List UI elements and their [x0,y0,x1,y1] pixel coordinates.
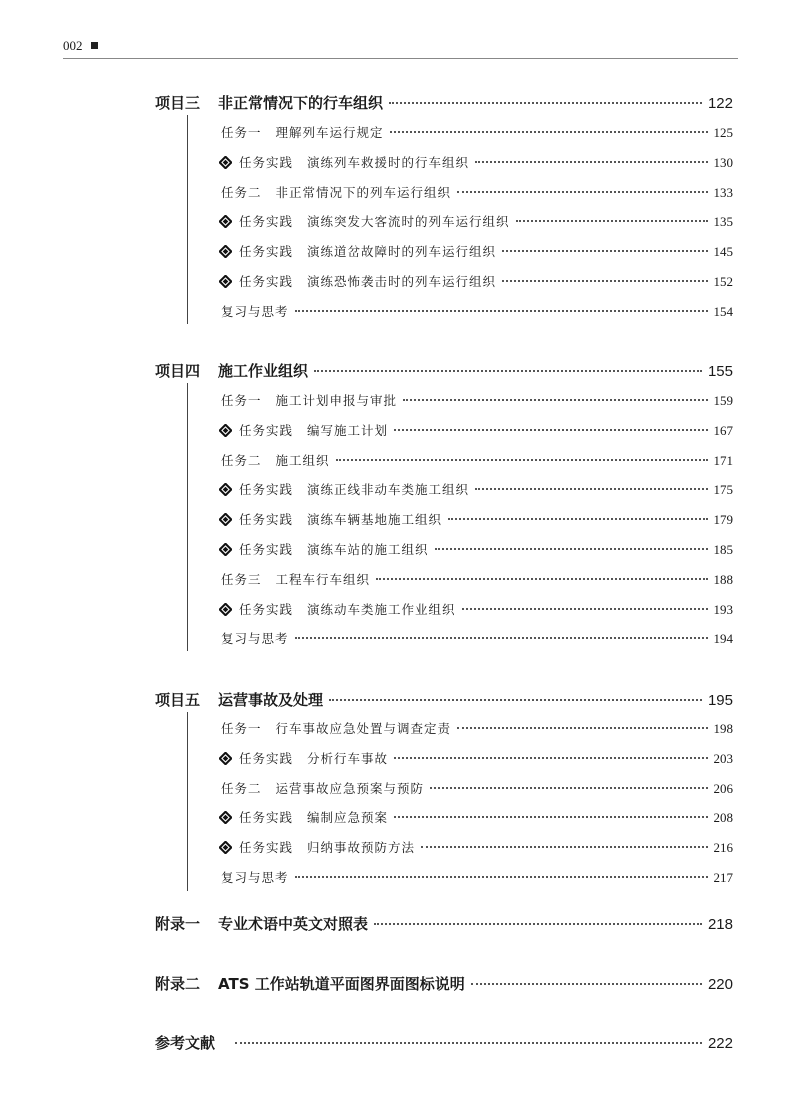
dot-leader [502,250,707,252]
toc-entry-practice[interactable] [219,540,733,558]
toc-entry-practice[interactable] [219,480,733,498]
dot-leader [336,459,708,461]
project-label: 项目三 [155,94,201,112]
entry-label: 任务实践 [239,422,294,438]
header-rule [63,58,738,59]
dot-leader [448,518,707,520]
entry-label: 任务实践 [239,274,294,289]
dot-leader [235,1042,702,1044]
page-number: 208 [713,810,733,826]
entry-title: 复习与思考 [221,631,289,647]
diamond-bullet-icon [219,543,232,556]
entry-label: 任务二 [221,452,262,468]
entry-title: 归纳事故预防方法 [307,840,416,856]
entry-label: 任务一 [221,393,262,408]
page-number: 133 [713,184,733,200]
toc-entry-review[interactable] [221,302,733,320]
toc-entry-references[interactable] [155,1032,733,1053]
toc-entry-practice[interactable] [219,808,733,826]
dot-leader [394,757,707,759]
entry-label: 任务实践 [239,810,294,826]
entry-title: 演练列车救援时的行车组织 [307,154,470,170]
page-number: 222 [707,1035,733,1052]
page-number: 195 [707,692,733,709]
project-title: 非正常情况下的行车组织 [218,94,384,112]
toc-entry-project-five[interactable] [155,689,733,710]
page-number: 179 [713,512,733,528]
entry-label: 任务实践 [239,512,294,528]
section-vertical-line [187,712,188,891]
diamond-bullet-icon [219,424,232,437]
diamond-bullet-icon [219,275,232,288]
entry-title: 工程车行车组织 [275,571,371,587]
toc-entry-review[interactable] [221,868,733,886]
page-number: 220 [707,976,733,993]
dot-leader [421,846,707,848]
appendix-title: 专业术语中英文对照表 [218,915,369,933]
entry-title: 演练恐怖袭击时的列车运行组织 [307,274,497,289]
section-vertical-line [187,383,188,651]
entry-title: 分析行车事故 [307,750,389,766]
dot-leader [462,608,708,610]
page-number: 185 [713,542,733,557]
entry-label: 任务二 [221,780,262,796]
entry-label: 任务实践 [239,542,294,557]
page-number: 206 [713,780,733,796]
entry-label: 任务一 [221,125,262,140]
dot-leader [430,787,707,789]
page-number: 159 [713,393,733,408]
toc-entry-practice[interactable] [219,749,733,767]
dot-leader [435,548,708,550]
dot-leader [314,370,702,372]
project-label: 项目五 [155,691,201,709]
entry-label: 任务二 [221,184,262,200]
page-number: 218 [707,916,733,933]
toc-entry-practice[interactable] [219,272,733,290]
entry-title: 非正常情况下的列车运行组织 [275,184,452,200]
entry-title: 演练车站的施工组织 [307,542,429,557]
dot-leader [457,727,707,729]
page-number: 171 [713,452,733,468]
appendix-label: 附录二 [155,975,201,993]
toc-entry-practice[interactable] [219,242,733,260]
entry-label: 任务实践 [239,601,294,617]
entry-title: 复习与思考 [221,870,289,885]
page-number: 135 [713,214,733,230]
toc-entry-appendix-two[interactable] [155,973,733,994]
diamond-bullet-icon [219,483,232,496]
dot-leader [329,699,702,701]
dot-leader [376,578,707,580]
entry-title: 运营事故应急预案与预防 [275,780,425,796]
project-title: 运营事故及处理 [218,691,324,709]
page-number: 155 [707,363,733,380]
entry-title: 施工计划申报与审批 [275,393,398,408]
page-header [63,38,98,54]
entry-title: 演练正线非动车类施工组织 [307,482,470,498]
page-number: 122 [707,95,733,112]
entry-title: 演练道岔故障时的列车运行组织 [307,244,497,260]
entry-label: 任务实践 [239,482,294,498]
toc-entry-practice[interactable] [219,600,733,618]
dot-leader [389,102,702,104]
dot-leader [374,923,702,925]
dot-leader [516,220,708,222]
dot-leader [475,161,707,163]
entry-label: 任务实践 [239,154,294,170]
dot-leader [390,131,708,133]
toc-entry-project-three[interactable] [155,92,733,113]
toc-entry-practice[interactable] [219,421,733,439]
page-number: 203 [713,750,733,766]
entry-label: 任务实践 [239,244,294,260]
page-number: 154 [713,303,733,319]
appendix-label: 附录一 [155,915,201,933]
entry-title: 编制应急预案 [307,810,389,826]
toc-entry-task[interactable] [221,719,733,737]
page-number: 175 [713,482,733,498]
entry-title: 理解列车运行规定 [275,125,384,140]
entry-title: 复习与思考 [221,303,289,319]
diamond-bullet-icon [219,752,232,765]
toc-entry-task[interactable] [221,123,733,141]
entry-title: 演练突发大客流时的列车运行组织 [307,214,510,230]
toc-entry-project-four[interactable] [155,360,733,381]
entry-label: 任务实践 [239,750,294,766]
toc-entry-review[interactable] [221,629,733,647]
dot-leader [394,816,707,818]
diamond-bullet-icon [219,603,232,616]
entry-label: 任务三 [221,571,262,587]
diamond-bullet-icon [219,811,232,824]
dot-leader [394,429,707,431]
diamond-bullet-icon [219,513,232,526]
diamond-bullet-icon [219,156,232,169]
dot-leader [502,280,707,282]
appendix-title: ATS 工作站轨道平面图界面图标说明 [218,975,465,993]
dot-leader [403,399,707,401]
entry-title: 编写施工计划 [307,422,389,438]
page-number: 193 [713,601,733,617]
page-number: 198 [713,721,733,736]
toc-entry-practice[interactable] [219,838,733,856]
entry-title: 行车事故应急处置与调查定责 [275,721,452,736]
header-square-marker [91,42,98,49]
diamond-bullet-icon [219,215,232,228]
dot-leader [295,310,708,312]
page-number: 194 [713,631,733,647]
entry-label: 任务一 [221,721,262,736]
project-label: 项目四 [155,362,201,380]
page-number: 216 [713,840,733,856]
page-number: 125 [713,125,733,140]
project-title: 施工作业组织 [218,362,309,380]
toc-entry-task[interactable] [221,183,733,201]
toc-entry-practice[interactable] [219,153,733,171]
diamond-bullet-icon [219,245,232,258]
section-vertical-line [187,115,188,324]
entry-label: 任务实践 [239,214,294,230]
entry-title: 演练动车类施工作业组织 [307,601,456,617]
page-number: 167 [713,422,733,438]
dot-leader [475,488,707,490]
diamond-bullet-icon [219,841,232,854]
entry-label: 任务实践 [239,840,294,856]
dot-leader [295,876,708,878]
toc-entry-task[interactable] [221,451,733,469]
toc-entry-task[interactable] [221,391,733,409]
page-number: 152 [713,274,733,289]
toc-entry-task[interactable] [221,570,733,588]
references-title: 参考文献 [155,1034,216,1052]
page-number: 217 [713,870,733,885]
entry-title: 演练车辆基地施工组织 [307,512,443,528]
dot-leader [295,637,708,639]
page-number: 130 [713,154,733,170]
toc-entry-practice[interactable] [219,212,733,230]
dot-leader [457,191,707,193]
header-page-number: 002 [63,38,83,53]
toc-entry-practice[interactable] [219,510,733,528]
page-number: 188 [713,571,733,587]
entry-title: 施工组织 [275,452,330,468]
toc-entry-task[interactable] [221,779,733,797]
dot-leader [471,983,702,985]
page-number: 145 [713,244,733,260]
toc-entry-appendix-one[interactable] [155,913,733,934]
